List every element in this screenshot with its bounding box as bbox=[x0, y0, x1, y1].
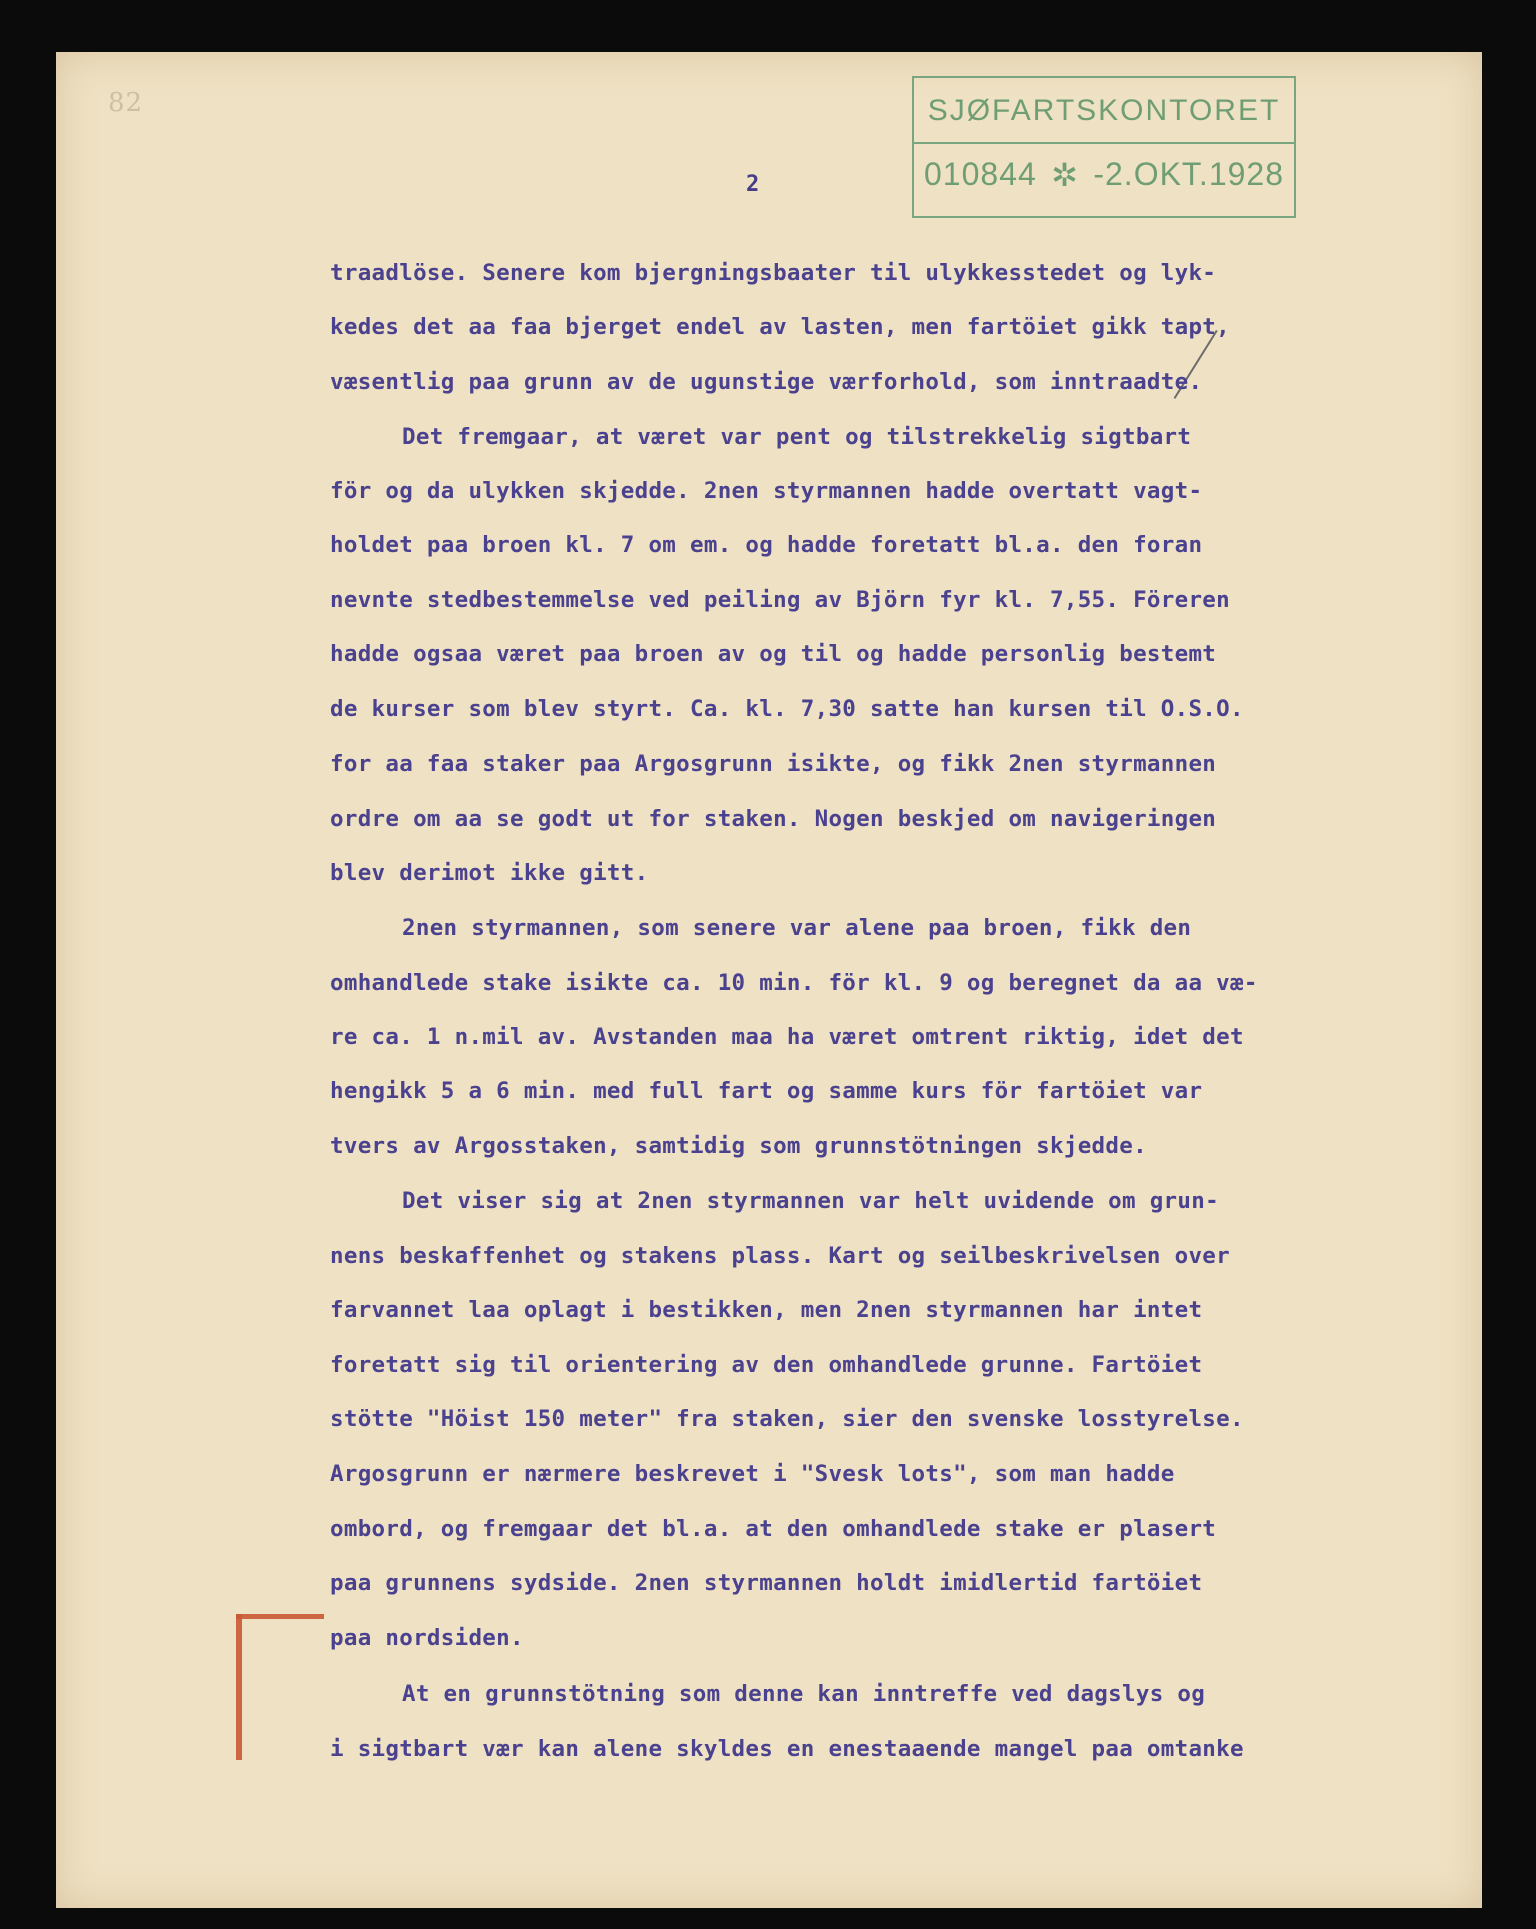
text-line: paa grunnens sydside. 2nen styrmannen holdt imidlertid fartöiet bbox=[330, 1570, 1203, 1596]
text-line: 2nen styrmannen, som senere var alene paa broen, fikk den bbox=[402, 915, 1192, 941]
text-line: nens beskaffenhet og stakens plass. Kart og seilbeskrivelsen over bbox=[330, 1243, 1230, 1269]
text-line: ordre om aa se godt ut for staken. Nogen beskjed om navigeringen bbox=[330, 806, 1217, 832]
text-line: Det viser sig at 2nen styrmannen var helt uvidende om grun- bbox=[402, 1188, 1219, 1214]
text-line: Det fremgaar, at været var pent og tilstrekkelig sigtbart bbox=[402, 424, 1192, 450]
text-line: stötte "Höist 150 meter" fra staken, sier den svenske losstyrelse. bbox=[330, 1406, 1244, 1432]
text-line: i sigtbart vær kan alene skyldes en enestaaende mangel paa omtanke bbox=[330, 1736, 1244, 1762]
text-line: omhandlede stake isikte ca. 10 min. för kl. 9 og beregnet da aa væ- bbox=[330, 970, 1258, 996]
text-line: nevnte stedbestemmelse ved peiling av Björn fyr kl. 7,55. Föreren bbox=[330, 587, 1230, 613]
text-line: hengikk 5 a 6 min. med full fart og samme kurs för fartöiet var bbox=[330, 1078, 1203, 1104]
text-line: traadlöse. Senere kom bjergningsbaater til ulykkesstedet og lyk- bbox=[330, 260, 1217, 286]
text-line: re ca. 1 n.mil av. Avstanden maa ha været omtrent riktig, idet det bbox=[330, 1024, 1244, 1050]
text-line: blev derimot ikke gitt. bbox=[330, 860, 649, 886]
text-line: de kurser som blev styrt. Ca. kl. 7,30 satte han kursen til O.S.O. bbox=[330, 696, 1244, 722]
text-line: kedes det aa faa bjerget endel av lasten, men fartöiet gikk tapt, bbox=[330, 314, 1230, 340]
page-number: 2 bbox=[746, 172, 760, 197]
text-line: Argosgrunn er nærmere beskrevet i "Svesk lots", som man hadde bbox=[330, 1461, 1175, 1487]
text-line: farvannet laa oplagt i bestikken, men 2nen styrmannen har intet bbox=[330, 1297, 1203, 1323]
pencil-page-mark: 82 bbox=[108, 88, 144, 118]
text-line: tvers av Argosstaken, samtidig som grunnstötningen skjedde. bbox=[330, 1133, 1147, 1159]
stamp-separator-icon: ✲ bbox=[1051, 157, 1079, 193]
typed-body-text bbox=[56, 52, 1482, 1908]
text-line: foretatt sig til orientering av den omhandlede grunne. Fartöiet bbox=[330, 1352, 1203, 1378]
text-line: væsentlig paa grunn av de ugunstige værforhold, som inntraadte. bbox=[330, 369, 1203, 395]
stamp-title: SJØFARTSKONTORET bbox=[927, 94, 1281, 127]
text-line: holdet paa broen kl. 7 om em. og hadde foretatt bl.a. den foran bbox=[330, 532, 1203, 558]
text-line: paa nordsiden. bbox=[330, 1625, 524, 1651]
text-line: At en grunnstötning som denne kan inntreffe ved dagslys og bbox=[402, 1681, 1206, 1707]
document-page bbox=[56, 52, 1482, 1908]
stamp-number: 010844 bbox=[924, 156, 1037, 192]
stamp-date: -2.OKT.1928 bbox=[1093, 156, 1284, 192]
text-line: hadde ogsaa været paa broen av og til og hadde personlig bestemt bbox=[330, 641, 1217, 667]
text-line: ombord, og fremgaar det bl.a. at den omhandlede stake er plasert bbox=[330, 1516, 1217, 1542]
text-line: för og da ulykken skjedde. 2nen styrmannen hadde overtatt vagt- bbox=[330, 478, 1203, 504]
text-line: for aa faa staker paa Argosgrunn isikte, og fikk 2nen styrmannen bbox=[330, 751, 1217, 777]
